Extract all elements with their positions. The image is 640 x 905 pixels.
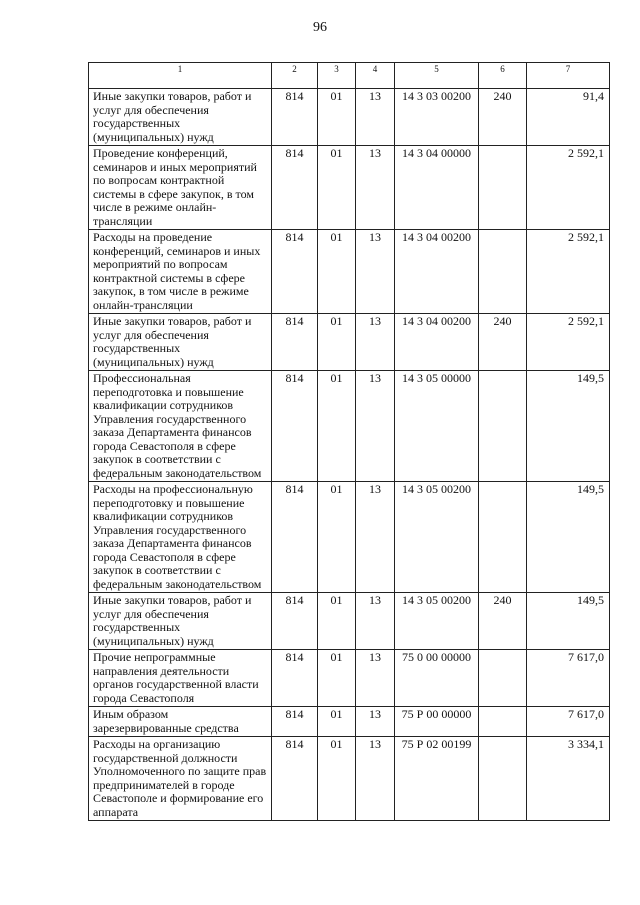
row-name: Расходы на проведение конференций, семинаров и иных мероприятий по вопросам контрактной системы в сфере закупок, в том числе в режиме онлайн-трансляции xyxy=(89,230,272,314)
header-col-4: 4 xyxy=(356,63,395,89)
row-section: 01 xyxy=(318,707,356,737)
row-csr: 75 0 00 00000 xyxy=(395,650,479,707)
header-col-3: 3 xyxy=(318,63,356,89)
row-code: 814 xyxy=(272,230,318,314)
row-sum: 2 592,1 xyxy=(527,314,610,371)
row-subsection: 13 xyxy=(356,89,395,146)
row-sum: 91,4 xyxy=(527,89,610,146)
table-row xyxy=(89,89,610,146)
row-code: 814 xyxy=(272,482,318,593)
row-subsection: 13 xyxy=(356,650,395,707)
row-code: 814 xyxy=(272,707,318,737)
row-name: Иные закупки товаров, работ и услуг для обеспечения государственных (муниципальных) нужд xyxy=(89,314,272,371)
header-col-2: 2 xyxy=(272,63,318,89)
row-subsection: 13 xyxy=(356,737,395,821)
budget-table xyxy=(88,62,610,821)
row-sum: 149,5 xyxy=(527,593,610,650)
table-row xyxy=(89,314,610,371)
row-section: 01 xyxy=(318,737,356,821)
row-vr xyxy=(479,737,527,821)
row-code: 814 xyxy=(272,146,318,230)
row-name: Иным образом зарезервированные средства xyxy=(89,707,272,737)
header-col-5: 5 xyxy=(395,63,479,89)
row-subsection: 13 xyxy=(356,230,395,314)
row-subsection: 13 xyxy=(356,707,395,737)
row-sum: 149,5 xyxy=(527,482,610,593)
header-col-6: 6 xyxy=(479,63,527,89)
row-code: 814 xyxy=(272,650,318,707)
row-code: 814 xyxy=(272,737,318,821)
row-subsection: 13 xyxy=(356,146,395,230)
page-number: 96 xyxy=(313,20,327,35)
row-section: 01 xyxy=(318,314,356,371)
table-row xyxy=(89,593,610,650)
row-section: 01 xyxy=(318,230,356,314)
table-row xyxy=(89,371,610,482)
table-row xyxy=(89,737,610,821)
row-csr: 14 3 04 00200 xyxy=(395,230,479,314)
row-vr xyxy=(479,146,527,230)
row-section: 01 xyxy=(318,146,356,230)
row-section: 01 xyxy=(318,371,356,482)
row-section: 01 xyxy=(318,650,356,707)
row-vr xyxy=(479,230,527,314)
row-section: 01 xyxy=(318,482,356,593)
row-name: Расходы на профессиональную переподготовку и повышение квалификации сотрудников Управления государственного заказа Департамента финансов города Севастополя в сфере закупок в соответствии с федеральным законодательством xyxy=(89,482,272,593)
row-vr xyxy=(479,650,527,707)
table-row xyxy=(89,146,610,230)
row-vr xyxy=(479,707,527,737)
row-code: 814 xyxy=(272,89,318,146)
row-name: Иные закупки товаров, работ и услуг для обеспечения государственных (муниципальных) нужд xyxy=(89,593,272,650)
row-csr: 75 Р 00 00000 xyxy=(395,707,479,737)
row-vr: 240 xyxy=(479,593,527,650)
header-col-7: 7 xyxy=(527,63,610,89)
table-row xyxy=(89,482,610,593)
row-csr: 14 3 05 00200 xyxy=(395,482,479,593)
row-csr: 14 3 04 00200 xyxy=(395,314,479,371)
row-code: 814 xyxy=(272,593,318,650)
row-section: 01 xyxy=(318,89,356,146)
table-row xyxy=(89,707,610,737)
row-csr: 14 3 04 00000 xyxy=(395,146,479,230)
row-vr xyxy=(479,482,527,593)
row-name: Проведение конференций, семинаров и иных мероприятий по вопросам контрактной системы в сфере закупок, в том числе в режиме онлайн-трансляции xyxy=(89,146,272,230)
row-sum: 149,5 xyxy=(527,371,610,482)
row-vr: 240 xyxy=(479,314,527,371)
row-subsection: 13 xyxy=(356,371,395,482)
table-header-row xyxy=(89,63,610,89)
row-subsection: 13 xyxy=(356,593,395,650)
row-code: 814 xyxy=(272,314,318,371)
row-vr xyxy=(479,371,527,482)
table-row xyxy=(89,230,610,314)
row-subsection: 13 xyxy=(356,482,395,593)
row-sum: 7 617,0 xyxy=(527,707,610,737)
row-csr: 14 3 05 00000 xyxy=(395,371,479,482)
header-col-1: 1 xyxy=(89,63,272,89)
row-name: Иные закупки товаров, работ и услуг для обеспечения государственных (муниципальных) нужд xyxy=(89,89,272,146)
row-section: 01 xyxy=(318,593,356,650)
row-sum: 2 592,1 xyxy=(527,230,610,314)
row-csr: 75 Р 02 00199 xyxy=(395,737,479,821)
table-row xyxy=(89,650,610,707)
row-code: 814 xyxy=(272,371,318,482)
row-sum: 7 617,0 xyxy=(527,650,610,707)
row-sum: 3 334,1 xyxy=(527,737,610,821)
row-csr: 14 3 05 00200 xyxy=(395,593,479,650)
row-name: Расходы на организацию государственной должности Уполномоченного по защите прав предпринимателей в городе Севастополе и формирование его аппарата xyxy=(89,737,272,821)
row-name: Профессиональная переподготовка и повышение квалификации сотрудников Управления государственного заказа Департамента финансов города Севастополя в сфере закупок в соответствии с федеральным законодательством xyxy=(89,371,272,482)
row-subsection: 13 xyxy=(356,314,395,371)
row-sum: 2 592,1 xyxy=(527,146,610,230)
row-vr: 240 xyxy=(479,89,527,146)
row-name: Прочие непрограммные направления деятельности органов государственной власти города Севастополя xyxy=(89,650,272,707)
row-csr: 14 3 03 00200 xyxy=(395,89,479,146)
